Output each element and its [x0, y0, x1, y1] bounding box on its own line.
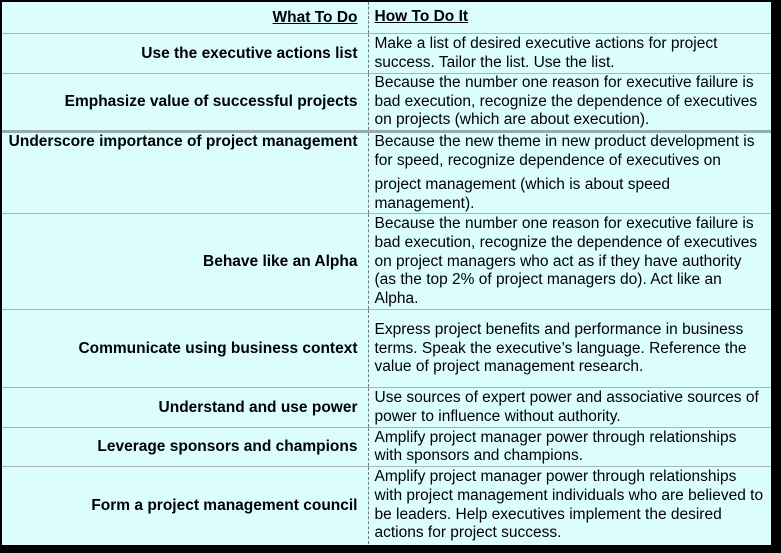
what-cell: Underscore importance of project management: [2, 132, 368, 214]
how-cell: Amplify project manager power through relationships with sponsors and champions.: [368, 428, 771, 467]
table-row: [2, 74, 771, 132]
table-row: [2, 34, 771, 74]
header-what: [2, 2, 368, 34]
table-frame: [2, 2, 771, 545]
what-cell: Emphasize value of successful projects: [2, 74, 368, 132]
table-header-row: [2, 2, 771, 34]
what-cell: Form a project management council: [2, 467, 368, 544]
how-cell: Use sources of expert power and associative sources of power to influence without authority.: [368, 388, 771, 428]
header-how: [368, 2, 771, 34]
how-cell: Amplify project manager power through relationships with project management individuals who are believed to be leaders. Help executives implement the desired actions for project success.: [368, 467, 771, 544]
actions-table: [2, 2, 771, 544]
how-cell: Express project benefits and performance in business terms. Speak the executive’s language. Reference the value of project management research.: [368, 310, 771, 388]
what-cell: Behave like an Alpha: [2, 214, 368, 310]
how-text-part2: project management (which is about speed management).: [374, 176, 671, 212]
what-cell: Use the executive actions list: [2, 34, 368, 74]
table-row: [2, 428, 771, 467]
table-row: [2, 467, 771, 544]
table-row: [2, 388, 771, 428]
what-cell: Communicate using business context: [2, 310, 368, 388]
header-what-label: What To Do: [272, 8, 358, 26]
how-cell: [368, 132, 771, 214]
what-cell: Understand and use power: [2, 388, 368, 428]
table-row: [2, 132, 771, 214]
how-text-part1: Because the new theme in new product development is for speed, recognize dependence of executives on: [374, 133, 755, 169]
how-cell: Make a list of desired executive actions for project success. Tailor the list. Use the list.: [368, 34, 771, 74]
header-how-label: How To Do It: [374, 8, 469, 26]
how-cell: Because the number one reason for executive failure is bad execution, recognize the dependence of executives on projects (which are about execution).: [368, 74, 771, 132]
table-row: [2, 310, 771, 388]
how-cell: Because the number one reason for executive failure is bad execution, recognize the dependence of executives on project managers who act as if they have authority (as the top 2% of project managers do). Act like an Alpha.: [368, 214, 771, 310]
what-cell: Leverage sponsors and champions: [2, 428, 368, 467]
table-row: [2, 214, 771, 310]
